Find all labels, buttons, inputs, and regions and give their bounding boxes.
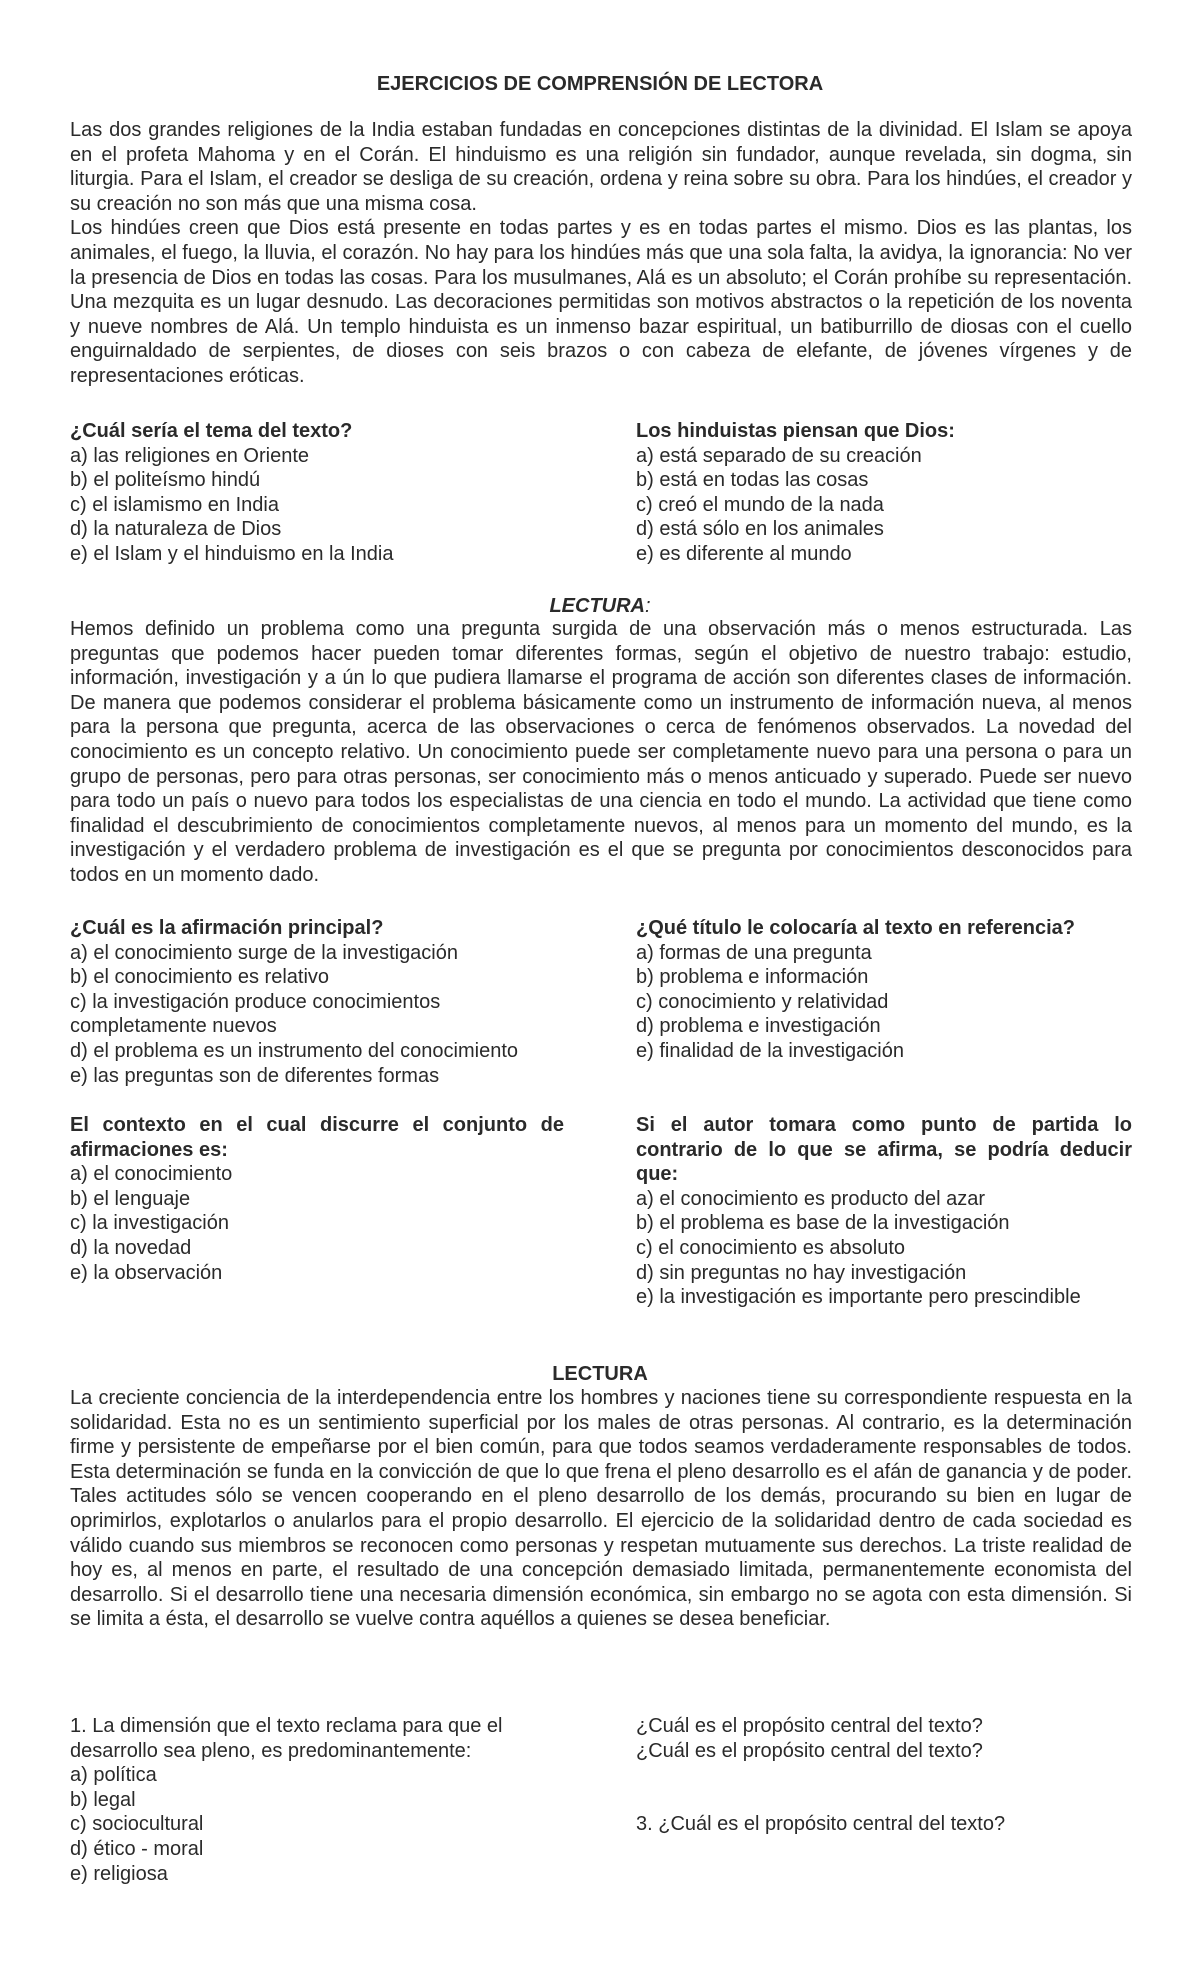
answer-option: a) el conocimiento <box>70 1163 233 1186</box>
question-text: El contexto en el cual discurre el conjunto de afirmaciones es: <box>70 1114 564 1161</box>
answer-option: d) problema e investigación <box>636 1015 881 1038</box>
question-block <box>636 916 1132 1064</box>
answer-option: b) el politeísmo hindú <box>70 469 261 492</box>
answer-option: e) es diferente al mundo <box>636 542 852 565</box>
answer-option: e) la investigación es importante pero prescindible <box>636 1286 1081 1309</box>
answer-option: c) el islamismo en India <box>70 493 279 516</box>
answer-option: c) conocimiento y relatividad <box>636 990 889 1013</box>
question-text: Si el autor tomara como punto de partida lo contrario de lo que se afirma, se podría deducir que: <box>636 1114 1132 1186</box>
question-text: ¿Cuál sería el tema del texto? <box>70 420 353 442</box>
question-block <box>70 1714 564 1886</box>
answer-option: c) el conocimiento es absoluto <box>636 1236 906 1259</box>
question-block <box>636 419 1132 567</box>
answer-option: d) la novedad <box>70 1236 192 1259</box>
answer-option: a) las religiones en Oriente <box>70 444 310 467</box>
reading-1-paragraph: Los hindúes creen que Dios está presente en todas partes y es en todas partes el mismo. Dios es las plantas, los animales, el fuego, la lluvia, el corazón. No hay para los hindúes más que una sola falta, la avidya, la ignorancia: No ver la presencia de Dios en todas las cosas. Para los musulmanes, Alá es un absoluto; el Corán prohíbe su representación. Una mezquita es un lugar desnudo. Las decoraciones permitidas son motivos abstractos o la repetición de los noventa y nueve nombres de Alá. Un templo hinduista es un inmenso bazar espiritual, un batiburrillo de diosas con el cuello enguirnaldado de serpientes, de dioses con seis brazos o con cabeza de elefante, de jóvenes vírgenes y de representaciones eróticas. <box>70 217 1132 387</box>
question-block <box>636 1113 1132 1310</box>
answer-option: b) el lenguaje <box>70 1187 191 1210</box>
answer-option: e) las preguntas son de diferentes formas <box>70 1064 440 1087</box>
question-text: ¿Cuál es el propósito central del texto? <box>636 1739 983 1762</box>
answer-option: b) el problema es base de la investigación <box>636 1212 1010 1235</box>
answer-option: c) la investigación produce conocimientos completamente nuevos <box>70 990 441 1038</box>
answer-option: e) el Islam y el hinduismo en la India <box>70 542 394 565</box>
answer-option: d) está sólo en los animales <box>636 518 884 541</box>
answer-option: c) la investigación <box>70 1212 229 1235</box>
question-block <box>70 419 564 567</box>
answer-option: b) el conocimiento es relativo <box>70 966 330 989</box>
answer-option: a) política <box>70 1764 157 1787</box>
question-text: ¿Cuál es el propósito central del texto? <box>636 1715 983 1737</box>
answer-option: c) creó el mundo de la nada <box>636 493 884 516</box>
answer-option: b) problema e información <box>636 966 869 989</box>
answer-option: a) el conocimiento surge de la investigación <box>70 941 458 964</box>
question-block <box>70 1113 564 1285</box>
answer-option: a) formas de una pregunta <box>636 941 872 964</box>
answer-option: d) la naturaleza de Dios <box>70 518 282 541</box>
answer-option: b) legal <box>70 1788 136 1811</box>
answer-option: e) finalidad de la investigación <box>636 1039 904 1062</box>
section-heading <box>0 594 1200 618</box>
reading-2-paragraph: Hemos definido un problema como una pregunta surgida de una observación más o menos estructurada. Las preguntas que podemos hacer pueden tomar diferentes formas, según el objetivo de nuestro trabajo: estudio, información, investigación y a ún lo que pudiera llamarse el programa de acción son diferentes clases de información. De manera que podemos considerar el problema básicamente como un instrumento de información nueva, al menos para la persona que pregunta, acerca de las observaciones o cerca de fenómenos observados. La novedad del conocimiento es un concepto relativo. Un conocimiento puede ser completamente nuevo para una persona o para un grupo de personas, pero para otras personas, ser conocimiento más o menos anticuado y superado. Puede ser nuevo para todo un país o nuevo para todos los especialistas de una ciencia en todo el mundo. La actividad que tiene como finalidad el descubrimiento de conocimientos completamente nuevos, al menos para un momento del mundo, es la investigación y el verdadero problema de investigación es el que se pregunta por conocimientos desconocidos para todos en un momento dado. <box>70 618 1132 886</box>
answer-option: e) la observación <box>70 1261 223 1284</box>
page-title: EJERCICIOS DE COMPRENSIÓN DE LECTORA <box>376 73 824 95</box>
reading-3-text <box>70 1386 1132 1632</box>
question-text: 3. ¿Cuál es el propósito central del texto? <box>636 1813 1006 1835</box>
answer-option: a) el conocimiento es producto del azar <box>636 1187 986 1210</box>
question-text: 1. La dimensión que el texto reclama para que el desarrollo sea pleno, es predominantemente: <box>70 1715 503 1762</box>
answer-option: c) sociocultural <box>70 1813 204 1836</box>
answer-option: d) el problema es un instrumento del conocimiento <box>70 1039 519 1062</box>
reading-2-text <box>70 617 1132 888</box>
answer-option: d) ético - moral <box>70 1837 204 1860</box>
answer-option: e) religiosa <box>70 1862 168 1885</box>
answer-option: b) está en todas las cosas <box>636 469 869 492</box>
reading-3-paragraph: La creciente conciencia de la interdependencia entre los hombres y naciones tiene su correspondiente respuesta en la solidaridad. Esta no es un sentimiento superficial por los males de otras personas. Al contrario, es la determinación firme y persistente de empeñarse por el bien común, para que todos seamos verdaderamente responsables de todos. Esta determinación se funda en la convicción de que lo que frena el pleno desarrollo es el afán de ganancia y de poder. Tales actitudes sólo se vencen cooperando en el pleno desarrollo de los demás, procurando su bien en lugar de oprimirlos, explotarlos o anularlos para el propio desarrollo. El ejercicio de la solidaridad dentro de cada sociedad es válido cuando sus miembros se reconocen como personas y respetan mutuamente sus derechos. La triste realidad de hoy es, al menos en parte, el resultado de una concepción demasiado limitada, permanentemente economista del desarrollo. Si el desarrollo tiene una necesaria dimensión económica, sin embargo no se agota con esta dimensión. Si se limita a ésta, el desarrollo se vuelve contra aquéllos a quienes se desea beneficiar. <box>70 1387 1132 1631</box>
answer-option: a) está separado de su creación <box>636 444 922 467</box>
answer-option: d) sin preguntas no hay investigación <box>636 1261 967 1284</box>
question-block <box>636 1812 1132 1837</box>
question-text: ¿Cuál es la afirmación principal? <box>70 917 384 939</box>
question-text: Los hinduistas piensan que Dios: <box>636 420 955 442</box>
section-heading-text: LECTURA <box>549 595 645 617</box>
question-block <box>636 1714 1132 1763</box>
section-heading: LECTURA <box>552 1363 648 1385</box>
reading-1-text <box>70 118 1132 389</box>
question-block <box>70 916 564 1088</box>
reading-1-paragraph: Las dos grandes religiones de la India estaban fundadas en concepciones distintas de la divinidad. El Islam se apoya en el profeta Mahoma y en el Corán. El hinduismo es una religión sin fundador, aunque revelada, sin dogma, sin liturgia. Para el Islam, el creador se desliga de su creación, ordena y reina sobre su obra. Para los hindúes, el creador y su creación no son más que una misma cosa. <box>70 119 1132 215</box>
question-text: ¿Qué título le colocaría al texto en referencia? <box>636 917 1076 939</box>
section-heading-colon: : <box>644 595 651 617</box>
